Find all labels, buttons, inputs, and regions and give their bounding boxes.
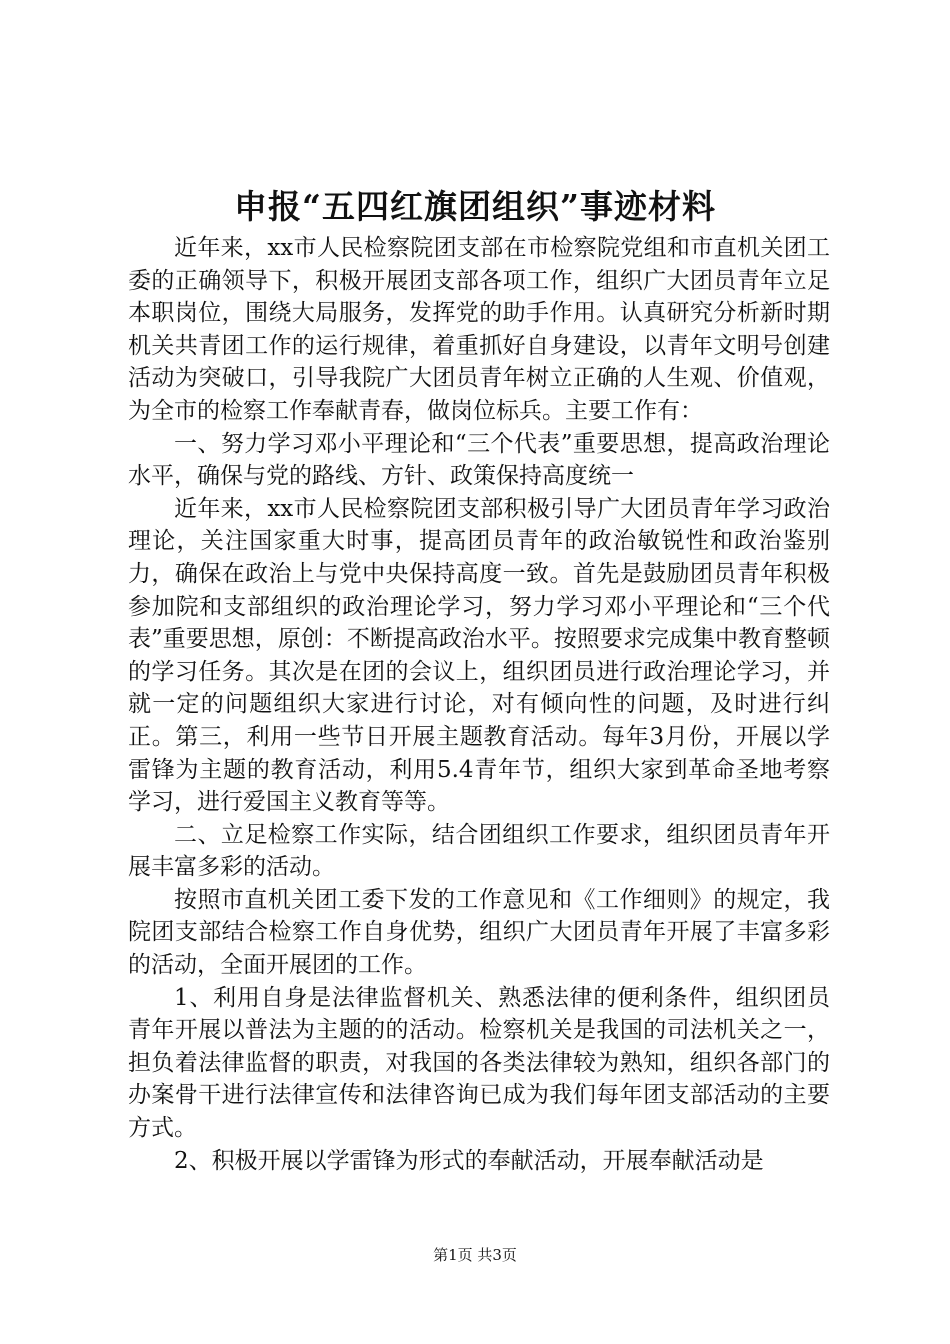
paragraph-item-1: 1、利用自身是法律监督机关、熟悉法律的便利条件，组织团员青年开展以普法为主题的的活动。检察机关是我国的司法机关之一，担负着法律监督的职责，对我国的各类法律较为熟知，组织各部门的办案骨干进行法律宣传和法律咨询已成为我们每年团支部活动的主要方式。 <box>128 984 830 1142</box>
paragraph-section-2-body: 按照市直机关团工委下发的工作意见和《工作细则》的规定，我院团支部结合检察工作自身优势，组织广大团员青年开展了丰富多彩的活动，全面开展团的工作。 <box>128 886 830 979</box>
paragraph-section-1-body: 近年来，xx市人民检察院团支部积极引导广大团员青年学习政治理论，关注国家重大时事，提高团员青年的政治敏锐性和政治鉴别力，确保在政治上与党中央保持高度一致。首先是鼓励团员青年积极参加院和支部组织的政治理论学习，努力学习邓小平理论和“三个代表”重要思想，原创：不断提高政治水平。按照要求完成集中教育整顿的学习任务。其次是在团的会议上，组织团员进行政治理论学习，并就一定的问题组织大家进行讨论，对有倾向性的问题，及时进行纠正。第三，利用一些节日开展主题教育活动。每年3月份，开展以学雷锋为主题的教育活动，利用5.4青年节，组织大家到革命圣地考察学习，进行爱国主义教育等等。 <box>128 495 830 816</box>
page-number-footer: 第1页 共3页 <box>433 1246 517 1264</box>
document-title: 申报“五四红旗团组织”事迹材料 <box>234 187 716 226</box>
paragraph-item-2: 2、积极开展以学雷锋为形式的奉献活动，开展奉献活动是 <box>174 1147 764 1174</box>
paragraph-intro: 近年来，xx市人民检察院团支部在市检察院党组和市直机关团工委的正确领导下，积极开展团支部各项工作，组织广大团员青年立足本职岗位，围绕大局服务，发挥党的助手作用。认真研究分析新时期机关共青团工作的运行规律，着重抓好自身建设，以青年文明号创建活动为突破口，引导我院广大团员青年树立正确的人生观、价值观，为全市的检察工作奉献青春，做岗位标兵。主要工作有： <box>128 235 830 424</box>
document-body <box>128 232 830 1177</box>
paragraph-section-2-heading: 二、立足检察工作实际，结合团组织工作要求，组织团员青年开展丰富多彩的活动。 <box>128 821 830 881</box>
paragraph-section-1-heading: 一、努力学习邓小平理论和“三个代表”重要思想，提高政治理论水平，确保与党的路线、方针、政策保持高度统一 <box>128 430 830 490</box>
